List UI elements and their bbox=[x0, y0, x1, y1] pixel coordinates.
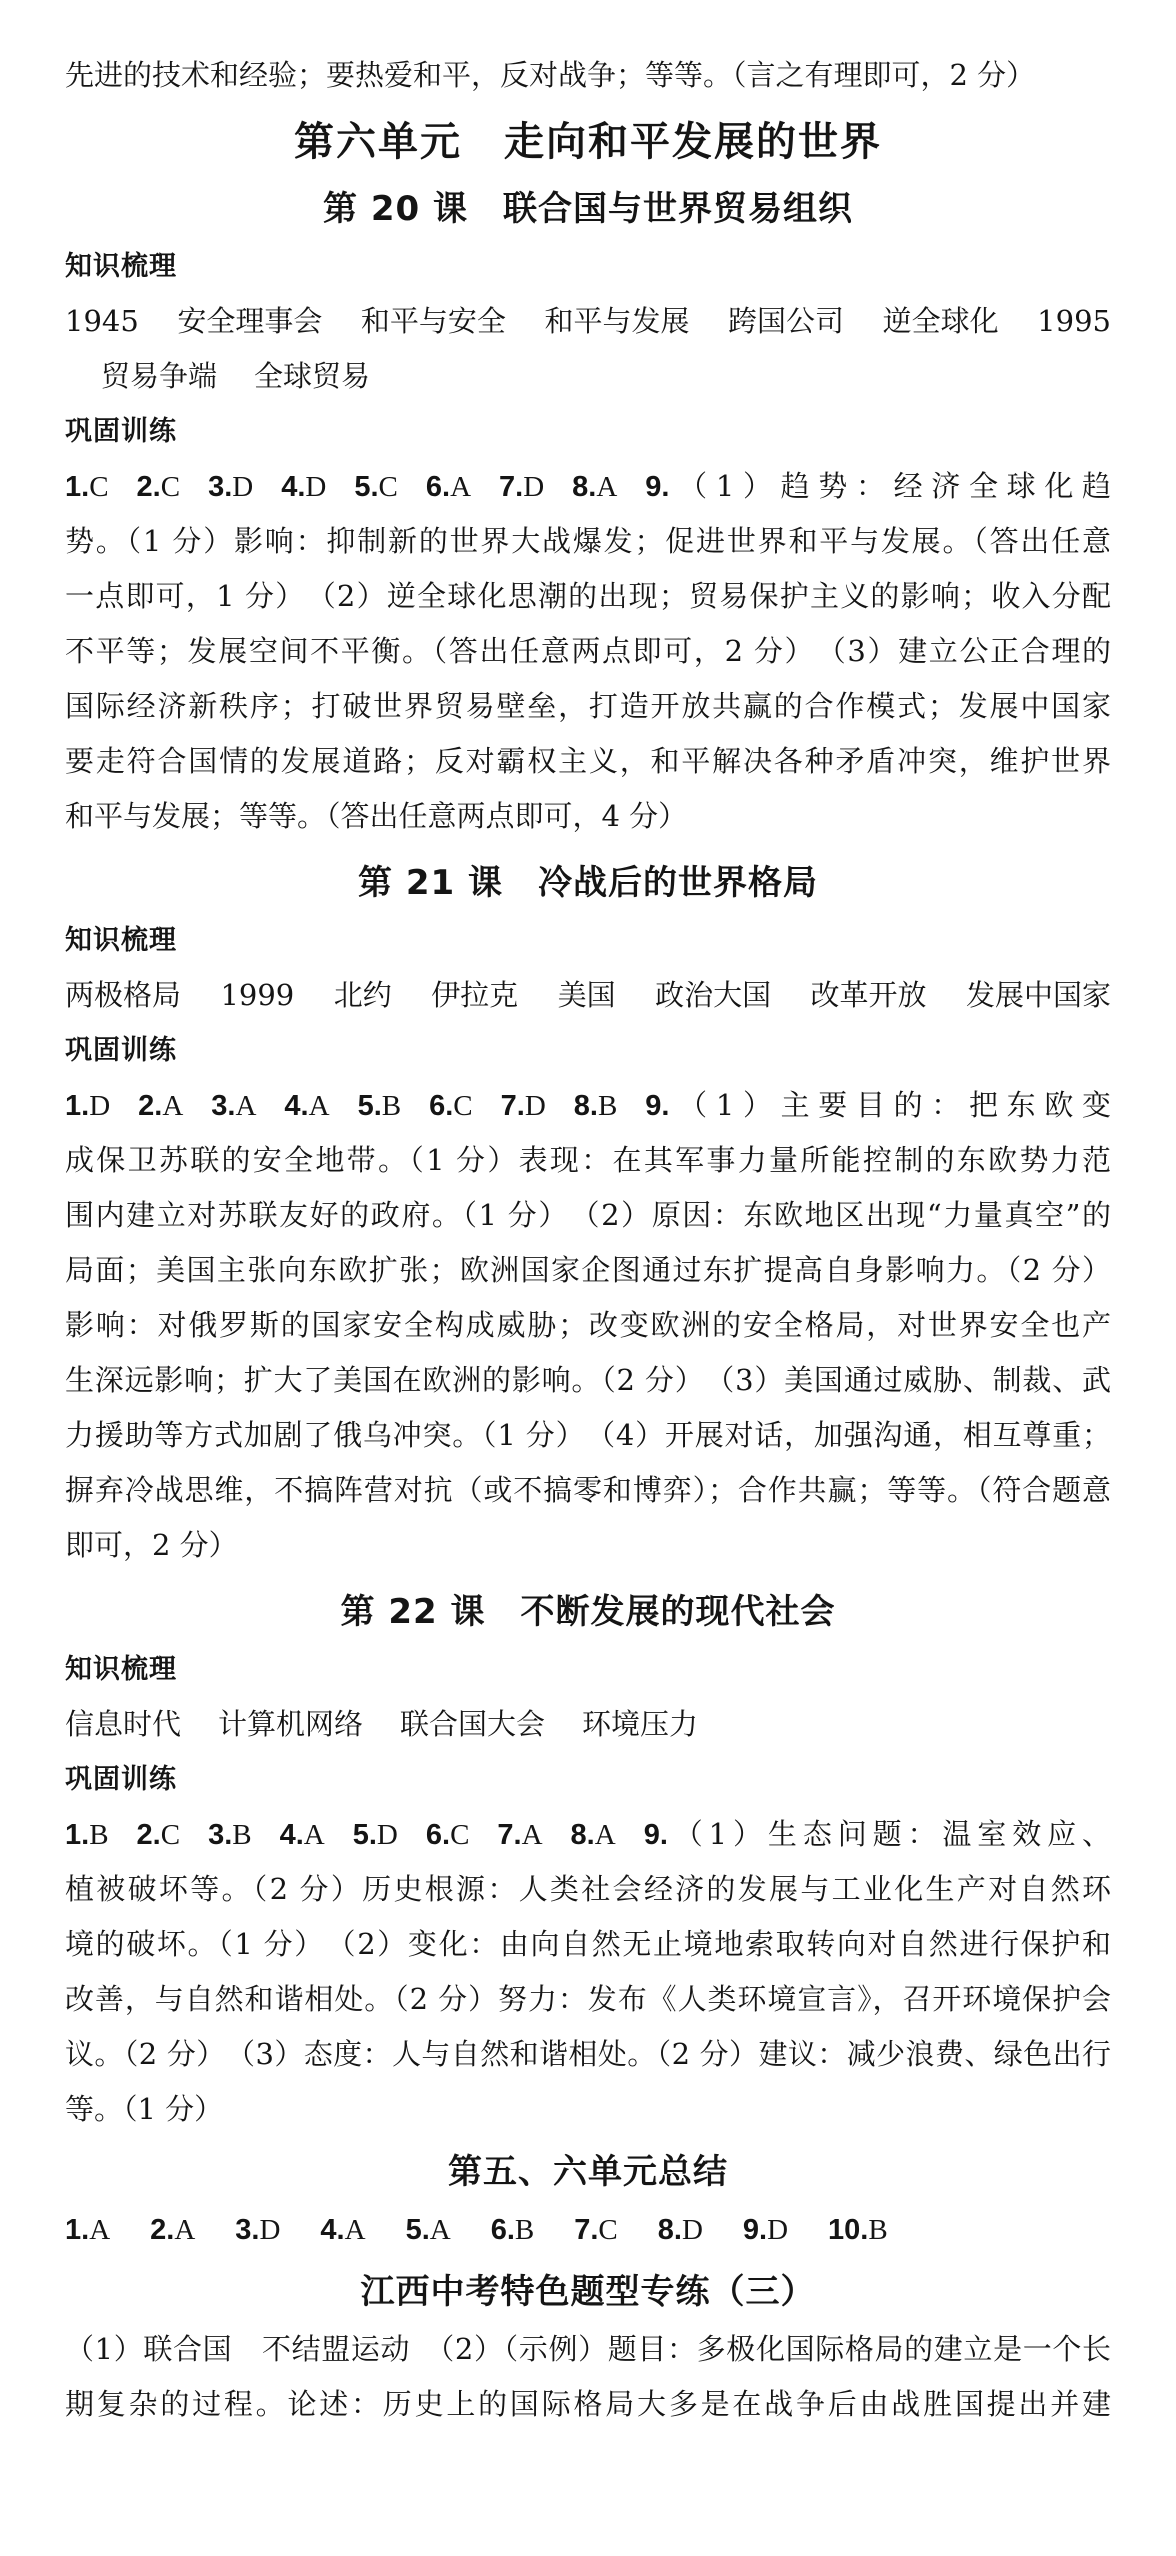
practice-answer-line: 势。（1 分）影响：抑制新的世界大战爆发；促进世界和平与发展。（答出任意 bbox=[65, 524, 1111, 558]
knowledge-term: 1999 bbox=[220, 978, 295, 1012]
choice-letter: A bbox=[303, 1819, 325, 1851]
knowledge-term: 环境压力 bbox=[582, 1707, 699, 1741]
summary-answer-line bbox=[65, 2202, 1111, 2257]
lesson-title: 第 21 课 冷战后的世界格局 bbox=[358, 863, 818, 903]
question-number: 8. bbox=[657, 2214, 682, 2246]
choice-letter: A bbox=[521, 1819, 543, 1851]
choice-answer bbox=[426, 469, 471, 503]
choice-answer bbox=[743, 2212, 788, 2246]
knowledge-term: 全球贸易 bbox=[254, 359, 371, 393]
question-number: 7. bbox=[574, 2214, 599, 2246]
question-number: 6. bbox=[490, 2214, 515, 2246]
knowledge-answer-line bbox=[65, 349, 1111, 404]
choice-letter: D bbox=[376, 1819, 398, 1851]
question-number: 3. bbox=[211, 1090, 236, 1122]
knowledge-term: 贸易争端 bbox=[101, 359, 218, 393]
choice-answer bbox=[429, 1088, 473, 1122]
knowledge-answer-line bbox=[65, 294, 1111, 349]
choice-letter: A bbox=[450, 471, 472, 503]
question-number: 9. bbox=[643, 1819, 668, 1851]
choice-answer bbox=[208, 469, 253, 503]
choice-letter: D bbox=[305, 471, 327, 503]
choice-letter: A bbox=[162, 1090, 184, 1122]
knowledge-term: 1995 bbox=[1037, 304, 1111, 338]
choice-answer bbox=[235, 2212, 280, 2246]
choice-answer bbox=[150, 2212, 195, 2246]
practice-answer-line: 围内建立对苏联友好的政府。（1 分） （2）原因：东欧地区出现“力量真空”的 bbox=[65, 1198, 1111, 1232]
choice-letter: C bbox=[453, 1090, 473, 1122]
choice-letter: D bbox=[767, 2214, 789, 2246]
knowledge-answer-line bbox=[65, 1697, 1111, 1752]
question-number: 1. bbox=[65, 1819, 90, 1851]
knowledge-review-heading: 知识梳理 bbox=[65, 251, 177, 282]
practice-answer-line: 即可，2 分） bbox=[65, 1528, 238, 1562]
answer-text: （1）主要目的：把东欧变 bbox=[669, 1088, 1111, 1122]
knowledge-term: 伊拉克 bbox=[431, 978, 519, 1012]
practice-answer-line bbox=[65, 459, 1111, 514]
question-number: 2. bbox=[136, 471, 161, 503]
knowledge-term: 两极格局 bbox=[65, 978, 182, 1012]
knowledge-term: 跨国公司 bbox=[728, 304, 845, 338]
choice-letter: C bbox=[89, 471, 109, 503]
knowledge-term: 联合国大会 bbox=[400, 1707, 546, 1741]
practice-answer-line: 成保卫苏联的安全地带。（1 分）表现：在其军事力量所能控制的东欧势力范 bbox=[65, 1143, 1111, 1177]
choice-letter: D bbox=[681, 2214, 703, 2246]
question-number: 2. bbox=[136, 1819, 161, 1851]
question-number: 6. bbox=[425, 471, 451, 503]
choice-answer bbox=[138, 1088, 183, 1122]
practice-answer-line bbox=[65, 1807, 1111, 1862]
question-number: 4. bbox=[320, 2214, 345, 2246]
lesson-title: 第 20 课 联合国与世界贸易组织 bbox=[323, 189, 853, 229]
choice-answer bbox=[65, 1817, 109, 1851]
question-number: 8. bbox=[570, 1819, 595, 1851]
question-number: 10. bbox=[828, 2214, 869, 2246]
choice-letter: B bbox=[597, 1090, 618, 1122]
question-number: 4. bbox=[284, 1090, 309, 1122]
knowledge-term: 和平与发展 bbox=[544, 304, 690, 338]
practice-answer-line: 议。（2 分） （3）态度：人与自然和谐相处。（2 分）建议：减少浪费、绿色出行 bbox=[65, 2037, 1111, 2071]
choice-answer bbox=[280, 1817, 325, 1851]
knowledge-term: 政治大国 bbox=[655, 978, 772, 1012]
question-number: 9. bbox=[645, 1090, 670, 1122]
knowledge-term: 和平与安全 bbox=[360, 304, 506, 338]
question-number: 5. bbox=[405, 2214, 430, 2246]
special-practice-answer-line: 期复杂的过程。论述：历史上的国际格局大多是在战争后由战胜国提出并建 bbox=[65, 2387, 1111, 2421]
choice-letter: A bbox=[174, 2214, 196, 2246]
practice-answer-line: 和平与发展；等等。（答出任意两点即可，4 分） bbox=[65, 799, 688, 833]
choice-answer bbox=[208, 1817, 252, 1851]
choice-answer bbox=[284, 1088, 329, 1122]
practice-answer-line: 植被破坏等。（2 分）历史根源：人类社会经济的发展与工业化生产对自然环 bbox=[65, 1872, 1111, 1906]
practice-heading: 巩固训练 bbox=[65, 416, 177, 447]
choice-letter: A bbox=[344, 2214, 366, 2246]
question-number: 4. bbox=[281, 471, 306, 503]
practice-answer-line: 要走符合国情的发展道路；反对霸权主义，和平解决各种矛盾冲突，维护世界 bbox=[65, 744, 1111, 778]
practice-answer-line: 改善，与自然和谐相处。（2 分）努力：发布《人类环境宣言》，召开环境保护会 bbox=[65, 1982, 1111, 2016]
practice-answer-line bbox=[65, 1078, 1111, 1133]
choice-answer bbox=[353, 1817, 398, 1851]
knowledge-term: 信息时代 bbox=[65, 1707, 182, 1741]
special-practice-title: 江西中考特色题型专练（三） bbox=[360, 2272, 816, 2312]
question-number: 2. bbox=[150, 2214, 175, 2246]
question-number: 3. bbox=[208, 471, 233, 503]
choice-answer bbox=[574, 1088, 618, 1122]
jiangxi-special-practice-section bbox=[65, 2257, 1111, 2432]
choice-letter: C bbox=[160, 1819, 181, 1851]
question-number: 7. bbox=[497, 1819, 522, 1851]
choice-answer bbox=[572, 469, 617, 503]
choice-letter: A bbox=[235, 1090, 257, 1122]
lesson-title: 第 22 课 不断发展的现代社会 bbox=[340, 1592, 836, 1632]
choice-answer bbox=[426, 1817, 470, 1851]
practice-answer-line: 力援助等方式加剧了俄乌冲突。（1 分） （4）开展对话，加强沟通，相互尊重； bbox=[65, 1418, 1111, 1452]
question-number: 8. bbox=[573, 1090, 598, 1122]
question-number: 6. bbox=[429, 1090, 454, 1122]
question-number: 1. bbox=[65, 471, 90, 503]
choice-letter: A bbox=[596, 471, 618, 503]
knowledge-term: 美国 bbox=[557, 978, 616, 1012]
knowledge-review-heading: 知识梳理 bbox=[65, 1654, 177, 1685]
choice-answer bbox=[65, 1088, 110, 1122]
choice-answer bbox=[65, 469, 109, 503]
lesson-22-section bbox=[65, 1573, 1111, 2137]
question-number: 8. bbox=[572, 471, 597, 503]
question-number: 9. bbox=[742, 2214, 768, 2246]
question-number: 5. bbox=[354, 471, 379, 503]
practice-answer-line: 国际经济新秩序；打破世界贸易壁垒，打造开放共赢的合作模式；发展中国家 bbox=[65, 689, 1111, 723]
choice-answer bbox=[571, 1817, 616, 1851]
answer-text: （1）趋势：经济全球化趋 bbox=[669, 469, 1111, 503]
lesson-21-section bbox=[65, 844, 1111, 1573]
question-number: 3. bbox=[235, 2214, 260, 2246]
choice-letter: B bbox=[868, 2214, 888, 2246]
knowledge-answer-line bbox=[65, 968, 1111, 1023]
choice-letter: A bbox=[308, 1090, 330, 1122]
choice-answer bbox=[501, 1088, 546, 1122]
choice-answer bbox=[358, 1088, 402, 1122]
question-number: 4. bbox=[279, 1819, 304, 1851]
question-number: 6. bbox=[425, 1819, 451, 1851]
practice-heading: 巩固训练 bbox=[65, 1764, 177, 1795]
choice-letter: D bbox=[524, 1090, 546, 1122]
lesson-20-section bbox=[65, 170, 1111, 844]
knowledge-term: 改革开放 bbox=[810, 978, 927, 1012]
choice-answer bbox=[574, 2212, 618, 2246]
choice-answer bbox=[491, 2212, 535, 2246]
knowledge-review-heading: 知识梳理 bbox=[65, 925, 177, 956]
question-number: 5. bbox=[352, 1819, 377, 1851]
question-number: 1. bbox=[65, 2214, 90, 2246]
choice-answer bbox=[658, 2212, 703, 2246]
knowledge-term: 安全理事会 bbox=[177, 304, 323, 338]
choice-letter: D bbox=[259, 2214, 281, 2246]
knowledge-term: 逆全球化 bbox=[882, 304, 999, 338]
question-number: 7. bbox=[499, 471, 524, 503]
choice-answer bbox=[65, 2212, 110, 2246]
choice-letter: D bbox=[523, 471, 545, 503]
choice-answer bbox=[211, 1088, 256, 1122]
knowledge-term: 北约 bbox=[333, 978, 392, 1012]
practice-answer-line: 摒弃冷战思维，不搞阵营对抗（或不搞零和博弈）；合作共赢；等等。（符合题意 bbox=[65, 1473, 1111, 1507]
knowledge-term: 1945 bbox=[65, 304, 139, 338]
choice-letter: B bbox=[514, 2214, 535, 2246]
question-number: 1. bbox=[65, 1090, 90, 1122]
choice-letter: B bbox=[381, 1090, 402, 1122]
previous-answer-continuation: 先进的技术和经验；要热爱和平，反对战争；等等。（言之有理即可，2 分） bbox=[65, 58, 1036, 92]
choice-letter: A bbox=[89, 2214, 111, 2246]
practice-answer-line: 不平等；发展空间不平衡。（答出任意两点即可，2 分） （3）建立公正合理的 bbox=[65, 634, 1111, 668]
choice-letter: C bbox=[598, 2214, 618, 2246]
choice-letter: B bbox=[232, 1819, 252, 1851]
question-number: 9. bbox=[645, 471, 670, 503]
choice-letter: D bbox=[89, 1090, 111, 1122]
question-number: 3. bbox=[208, 1819, 233, 1851]
summary-title: 第五、六单元总结 bbox=[448, 2152, 728, 2192]
practice-answer-line: 等。（1 分） bbox=[65, 2092, 224, 2126]
practice-answer-line: 影响：对俄罗斯的国家安全构成威胁；改变欧洲的安全格局，对世界安全也产 bbox=[65, 1308, 1111, 1342]
practice-answer-line: 局面；美国主张向东欧扩张；欧洲国家企图通过东扩提高自身影响力。（2 分） bbox=[65, 1253, 1111, 1287]
choice-letter: B bbox=[89, 1819, 109, 1851]
question-number: 5. bbox=[357, 1090, 382, 1122]
choice-letter: D bbox=[232, 471, 254, 503]
special-practice-answer-line: （1）联合国 不结盟运动 （2）（示例）题目：多极化国际格局的建立是一个长 bbox=[65, 2332, 1111, 2366]
choice-answer bbox=[828, 2212, 888, 2246]
answer-text: （1）生态问题：温室效应、 bbox=[667, 1817, 1111, 1851]
unit-title: 第六单元 走向和平发展的世界 bbox=[294, 119, 882, 165]
choice-letter: A bbox=[594, 1819, 616, 1851]
choice-letter: C bbox=[378, 471, 398, 503]
practice-answer-line: 境的破坏。（1 分） （2）变化：由向自然无止境地索取转向对自然进行保护和 bbox=[65, 1927, 1111, 1961]
choice-answer bbox=[499, 469, 544, 503]
choice-letter: C bbox=[160, 471, 181, 503]
choice-answer bbox=[320, 2212, 365, 2246]
choice-answer bbox=[137, 1817, 181, 1851]
choice-answer bbox=[354, 469, 398, 503]
practice-heading: 巩固训练 bbox=[65, 1035, 177, 1066]
question-number: 2. bbox=[138, 1090, 163, 1122]
choice-answer bbox=[281, 469, 326, 503]
choice-letter: C bbox=[450, 1819, 470, 1851]
question-number: 7. bbox=[500, 1090, 525, 1122]
practice-answer-line: 一点即可，1 分） （2）逆全球化思潮的出现；贸易保护主义的影响；收入分配 bbox=[65, 579, 1111, 613]
choice-letter: A bbox=[429, 2214, 451, 2246]
knowledge-term: 计算机网络 bbox=[218, 1707, 364, 1741]
choice-answer bbox=[406, 2212, 451, 2246]
unit-summary-section bbox=[65, 2137, 1111, 2257]
knowledge-term: 发展中国家 bbox=[965, 978, 1111, 1012]
choice-answer bbox=[137, 469, 181, 503]
practice-answer-line: 生深远影响；扩大了美国在欧洲的影响。（2 分） （3）美国通过威胁、制裁、武 bbox=[65, 1363, 1111, 1397]
choice-answer bbox=[497, 1817, 542, 1851]
